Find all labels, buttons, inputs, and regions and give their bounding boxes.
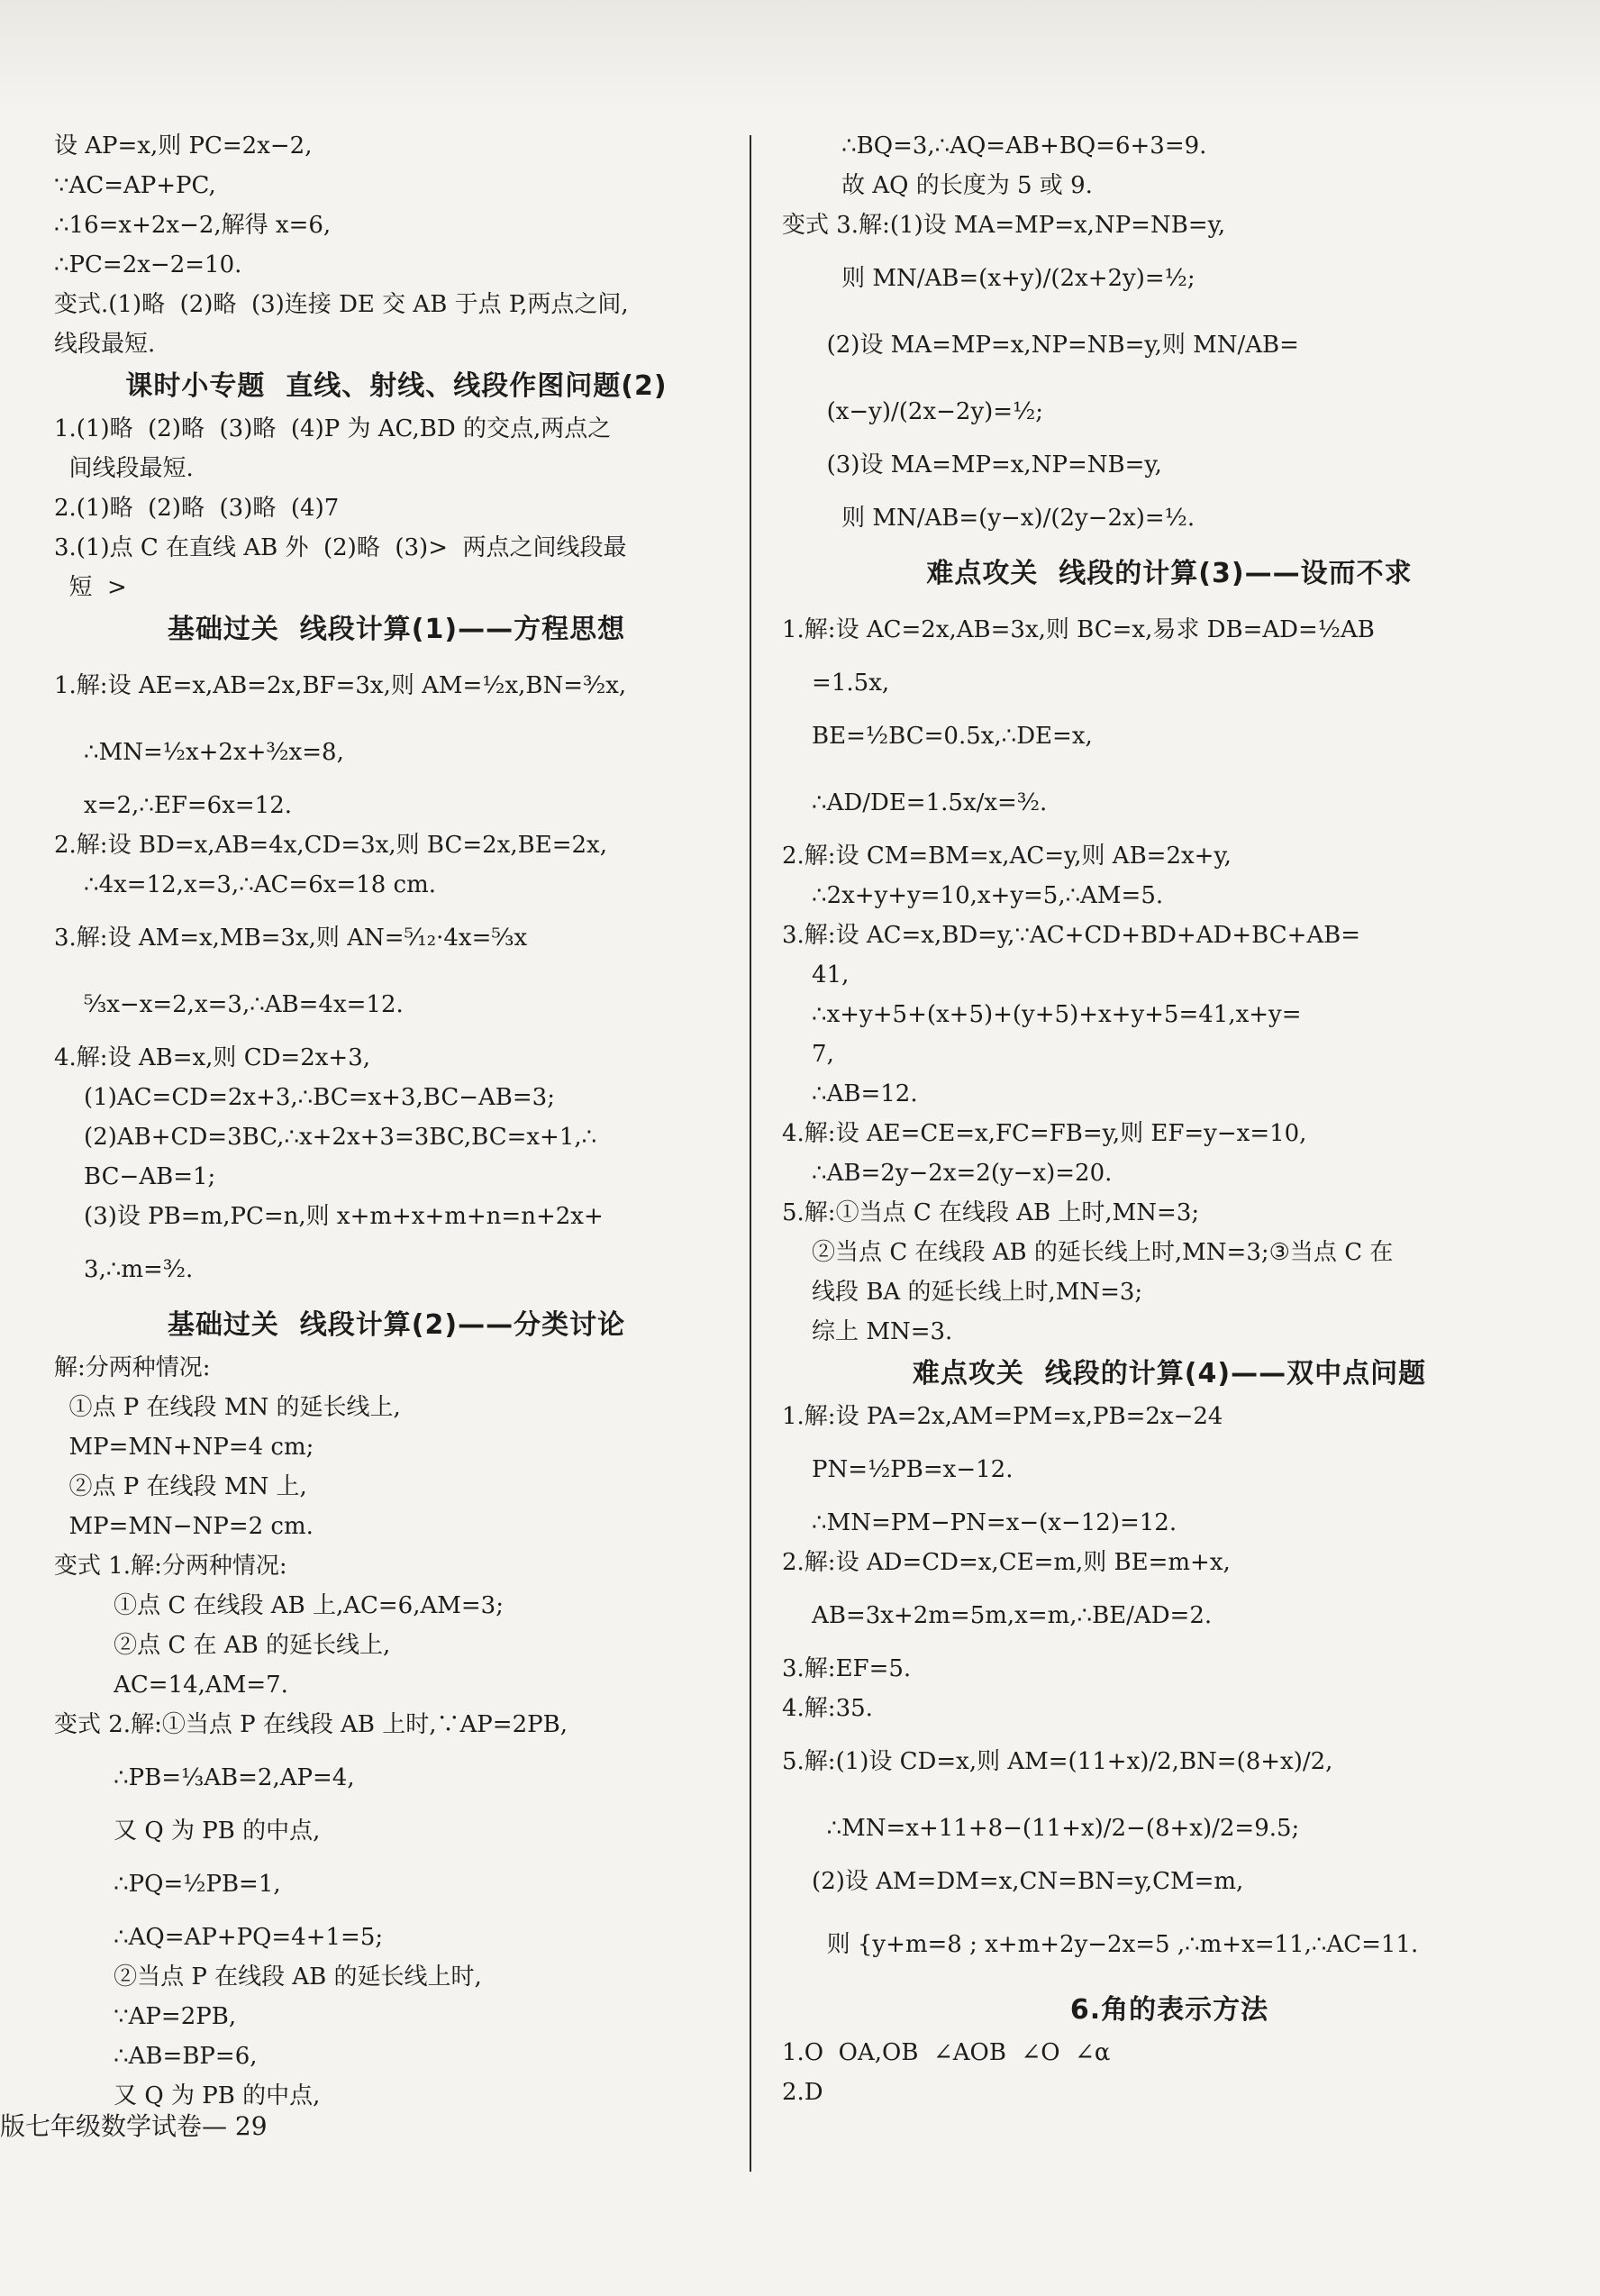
answer-line: 设 AP=x,则 PC=2x−2, <box>54 132 313 159</box>
answer-line: 变式 3.解:(1)设 MA=MP=x,NP=NB=y, <box>782 212 1226 239</box>
answer-line: ②当点 C 在线段 AB 的延长线上时,MN=3;③当点 C 在 <box>782 1239 1394 1266</box>
answer-line: 2.解:设 BD=x,AB=4x,CD=3x,则 BC=2x,BE=2x, <box>54 832 607 859</box>
answer-line: =1.5x, <box>782 670 890 697</box>
answer-line: 3.(1)点 C 在直线 AB 外 (2)略 (3)> 两点之间线段最 <box>54 534 627 561</box>
section-heading: 基础过关 线段计算(2)——分类讨论 <box>167 1309 626 1341</box>
answer-line: 线段最短. <box>54 331 156 358</box>
answer-line: x=2,∴EF=6x=12. <box>54 792 292 819</box>
answer-line: 短 > <box>54 574 127 601</box>
answer-line: 变式 2.解:①当点 P 在线段 AB 上时,∵AP=2PB, <box>54 1711 568 1738</box>
answer-line: ∴PQ=½PB=1, <box>54 1871 281 1898</box>
answer-line: ∴MN=PM−PN=x−(x−12)=12. <box>782 1509 1177 1536</box>
answer-line: ②点 C 在 AB 的延长线上, <box>54 1632 391 1659</box>
answer-line: ②当点 P 在线段 AB 的延长线上时, <box>54 1963 482 1991</box>
section-heading: 难点攻关 线段的计算(4)——双中点问题 <box>912 1358 1427 1389</box>
answer-line: 线段 BA 的延长线上时,MN=3; <box>782 1279 1143 1306</box>
answer-line: MP=MN−NP=2 cm. <box>54 1513 314 1540</box>
answer-line: 间线段最短. <box>54 455 194 482</box>
answer-line: ∴x+y+5+(x+5)+(y+5)+x+y+5=41,x+y= <box>782 1001 1302 1028</box>
answer-line: ∴AD/DE=1.5x/x=³⁄₂. <box>782 789 1048 816</box>
section-heading: 课时小专题 直线、射线、线段作图问题(2) <box>125 370 668 402</box>
answer-line: (2)设 MA=MP=x,NP=NB=y,则 MN/AB= <box>782 332 1299 359</box>
answer-line: (3)设 PB=m,PC=n,则 x+m+x+m+n=n+2x+ <box>54 1203 604 1230</box>
answer-line: 7, <box>782 1041 834 1068</box>
answer-line: 5.解:①当点 C 在线段 AB 上时,MN=3; <box>782 1199 1200 1226</box>
answer-line: ∴PC=2x−2=10. <box>54 251 242 278</box>
answer-line: 变式 1.解:分两种情况: <box>54 1553 287 1580</box>
answer-line: 3.解:EF=5. <box>782 1655 912 1682</box>
answer-line: 2.D <box>782 2079 823 2106</box>
answer-line: 解:分两种情况: <box>54 1354 211 1381</box>
section-heading: 难点攻关 线段的计算(3)——设而不求 <box>926 558 1413 589</box>
answer-line: 则 {y+m=8 ; x+m+2y−2x=5 ,∴m+x=11,∴AC=11. <box>782 1931 1419 1958</box>
answer-line: AC=14,AM=7. <box>54 1672 288 1699</box>
section-heading: 6.角的表示方法 <box>1069 1994 1269 2026</box>
answer-line: 综上 MN=3. <box>782 1318 953 1345</box>
answer-line: 又 Q 为 PB 的中点, <box>54 2082 321 2109</box>
answer-line: 1.解:设 PA=2x,AM=PM=x,PB=2x−24 <box>782 1403 1223 1430</box>
column-divider <box>750 135 751 2172</box>
answer-line: ∴AB=12. <box>782 1080 918 1107</box>
answer-line: 故 AQ 的长度为 5 或 9. <box>782 172 1093 199</box>
answer-line: 5.解:(1)设 CD=x,则 AM=(11+x)/2,BN=(8+x)/2, <box>782 1748 1333 1775</box>
answer-line: 1.解:设 AE=x,AB=2x,BF=3x,则 AM=½x,BN=³⁄₂x, <box>54 672 627 699</box>
answer-line: ∴AQ=AP+PQ=4+1=5; <box>54 1924 384 1951</box>
answer-line: (2)设 AM=DM=x,CN=BN=y,CM=m, <box>782 1868 1244 1895</box>
answer-line: 41, <box>782 961 850 989</box>
answer-line: ∴MN=½x+2x+³⁄₂x=8, <box>54 739 344 766</box>
answer-line: 1.O OA,OB ∠AOB ∠O ∠α <box>782 2039 1111 2066</box>
answer-line: 3.解:设 AC=x,BD=y,∵AC+CD+BD+AD+BC+AB= <box>782 922 1361 949</box>
answer-line: AB=3x+2m=5m,x=m,∴BE/AD=2. <box>782 1602 1213 1629</box>
answer-line: ∴4x=12,x=3,∴AC=6x=18 cm. <box>54 871 437 898</box>
answer-line: ⁵⁄₃x−x=2,x=3,∴AB=4x=12. <box>54 991 404 1018</box>
section-heading: 基础过关 线段计算(1)——方程思想 <box>167 614 626 645</box>
answer-line: 2.解:设 CM=BM=x,AC=y,则 AB=2x+y, <box>782 843 1232 870</box>
answer-line: ∴2x+y+y=10,x+y=5,∴AM=5. <box>782 882 1164 909</box>
left-column <box>54 126 739 2116</box>
answer-line: ∴BQ=3,∴AQ=AB+BQ=6+3=9. <box>782 132 1207 159</box>
answer-line: MP=MN+NP=4 cm; <box>54 1434 314 1461</box>
answer-line: ∴AB=BP=6, <box>54 2043 258 2070</box>
answer-line: ∴MN=x+11+8−(11+x)/2−(8+x)/2=9.5; <box>782 1815 1300 1842</box>
answer-line: 3,∴m=³⁄₂. <box>54 1256 194 1283</box>
answer-line: 4.解:35. <box>782 1695 873 1722</box>
answer-line: (1)AC=CD=2x+3,∴BC=x+3,BC−AB=3; <box>54 1084 555 1111</box>
answer-line: ∴16=x+2x−2,解得 x=6, <box>54 212 332 239</box>
answer-line: ∵AP=2PB, <box>54 2003 237 2030</box>
answer-line: ①点 P 在线段 MN 的延长线上, <box>54 1394 401 1421</box>
answer-line: ∴AB=2y−2x=2(y−x)=20. <box>782 1160 1113 1187</box>
page-footer: 版七年级数学试卷— 29 <box>0 2111 268 2141</box>
answer-line: 则 MN/AB=(y−x)/(2y−2x)=½. <box>782 505 1195 532</box>
answer-line: (2)AB+CD=3BC,∴x+2x+3=3BC,BC=x+1,∴ <box>54 1124 597 1151</box>
answer-line: BE=½BC=0.5x,∴DE=x, <box>782 723 1093 750</box>
answer-line: 3.解:设 AM=x,MB=3x,则 AN=⁵⁄₁₂·4x=⁵⁄₃x <box>54 925 528 952</box>
answer-line: (x−y)/(2x−2y)=½; <box>782 398 1044 425</box>
answer-line: 又 Q 为 PB 的中点, <box>54 1818 321 1845</box>
answer-line: 4.解:设 AE=CE=x,FC=FB=y,则 EF=y−x=10, <box>782 1120 1307 1147</box>
answer-line: ∵AC=AP+PC, <box>54 172 216 199</box>
answer-line: 2.(1)略 (2)略 (3)略 (4)7 <box>54 495 340 522</box>
answer-line: ②点 P 在线段 MN 上, <box>54 1473 307 1500</box>
answer-line: ①点 C 在线段 AB 上,AC=6,AM=3; <box>54 1592 504 1619</box>
answer-line: 4.解:设 AB=x,则 CD=2x+3, <box>54 1044 371 1071</box>
answer-line: 2.解:设 AD=CD=x,CE=m,则 BE=m+x, <box>782 1549 1231 1576</box>
answer-line: 变式.(1)略 (2)略 (3)连接 DE 交 AB 于点 P,两点之间, <box>54 291 629 318</box>
answer-line: (3)设 MA=MP=x,NP=NB=y, <box>782 451 1162 478</box>
answer-line: PN=½PB=x−12. <box>782 1456 1014 1483</box>
page-top-band <box>0 0 1600 108</box>
answer-line: 1.解:设 AC=2x,AB=3x,则 BC=x,易求 DB=AD=½AB <box>782 616 1375 643</box>
answer-line: 1.(1)略 (2)略 (3)略 (4)P 为 AC,BD 的交点,两点之 <box>54 415 612 442</box>
answer-line: 则 MN/AB=(x+y)/(2x+2y)=½; <box>782 265 1195 292</box>
answer-line: BC−AB=1; <box>54 1163 216 1190</box>
right-column <box>782 126 1557 2112</box>
answer-line: ∴PB=⅓AB=2,AP=4, <box>54 1764 355 1791</box>
